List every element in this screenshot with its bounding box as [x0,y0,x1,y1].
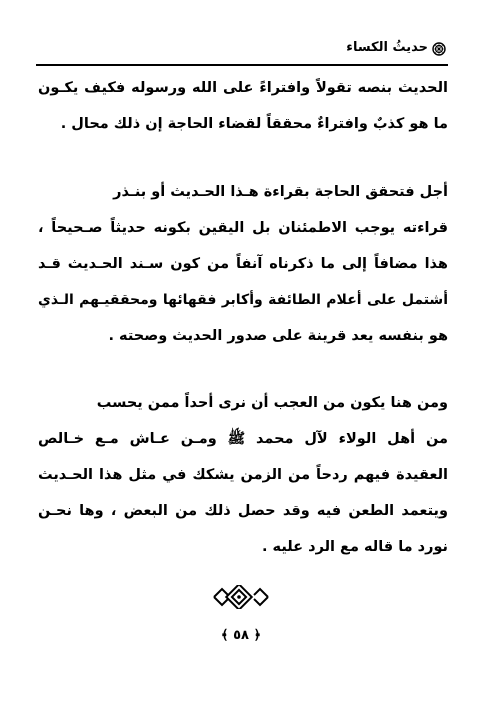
text-line: قراءته يوجب الاطمئنان بل اليقين بكونه حديثاً صـحيحاً ، [38,220,448,236]
text-line: ويتعمد الطعن فيه وقد حصل ذلك من البعض ، وها نحـن [38,503,448,519]
text-line: هو بنفسه يعد قرينة على صدور الحديث وصحته . [108,328,448,344]
text-line: نورد ما قاله مع الرد عليه . [261,539,448,555]
text-line: العقيدة فيهم ردحاً من الزمن يشكك في مثل هذا الحـديث [38,467,448,483]
header-title: حديثُ الكساء [346,40,428,55]
section-ornament-icon [210,585,272,609]
page-number: ﴿ ٥٨ ﴾ [220,628,262,643]
text-line: الحديث بنصه تقولاً وافتراءً على الله ورسوله فكيف يكـون [38,80,448,96]
paragraph [38,174,448,354]
text-line: أشتمل على أعلام الطائفة وأكابر فقهائها ومحققيـهم الـذي [38,292,448,308]
rosette-icon [432,41,446,55]
paragraph [38,70,448,142]
body-text [38,70,448,595]
text-line: ما هو كذبٌ وافتراءٌ محققاً لقضاء الحاجة إن ذلك محال . [60,116,448,132]
text-line: ومن هنا يكون من العجب أن نرى أحداً ممن يحسب [96,395,448,411]
header-divider [36,64,448,66]
text-line: من أهل الولاء لآل محمد ﷺ ومـن عـاش مـع خـالص [38,431,448,447]
text-line: أجل فتحقق الحاجة بقراءة هـذا الحـديث أو بنـذر [113,184,448,200]
paragraph [38,385,448,565]
text-line: هذا مضافاً إلى ما ذكرناه آنفاً من كون سـند الحـديث قـد [38,256,448,272]
running-header [346,40,446,56]
